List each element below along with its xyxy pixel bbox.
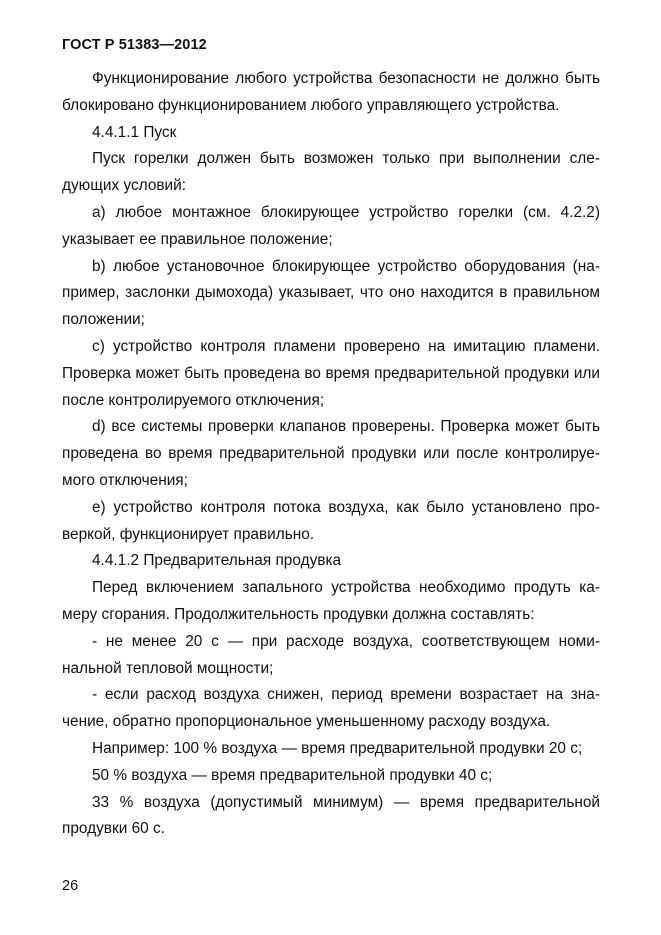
dash-item: - если расход воздуха снижен, период времени возрастает на значение, обратно пропорциональное уменьшенному расходу воздуха.: [62, 686, 600, 731]
list-item-d: d) все системы проверки клапанов проверены. Проверка может быть проведена во время предварительной продувки или после контролируемого отключения;: [62, 418, 600, 489]
list-item-c: с) устройство контроля пламени проверено на имитацию пламени. Проверка может быть проведена во время предварительной продувки или после контролируемого отключения;: [62, 337, 600, 409]
paragraph: Перед включением запального устройства необходимо продуть камеру сгорания. Продолжительность продувки должна составлять:: [62, 579, 600, 623]
example-line: Например: 100 % воздуха — время предварительной продувки 20 с;: [92, 739, 583, 757]
dash-item: - не менее 20 с — при расходе воздуха, соответствующем номинальной тепловой мощности;: [62, 632, 600, 677]
section-heading-prepurge: 4.4.1.2 Предварительная продувка: [92, 552, 342, 570]
example-line: 50 % воздуха — время предварительной продувки 40 с;: [92, 766, 493, 784]
section-heading-start: 4.4.1.1 Пуск: [92, 123, 177, 141]
list-item-e: е) устройство контроля потока воздуха, как было установлено проверкой, функционирует правильно.: [62, 498, 600, 543]
paragraph: Пуск горелки должен быть возможен только при выполнении следующих условий:: [62, 150, 600, 195]
page-number: 26: [62, 878, 79, 894]
list-item-b: b) любое установочное блокирующее устройство оборудования (например, заслонки дымохода) указывает, что оно находится в правильном положении;: [62, 257, 600, 329]
document-header: ГОСТ Р 51383—2012: [62, 37, 207, 53]
paragraph: Функционирование любого устройства безопасности не должно быть блокировано функционированием любого управляющего устройства.: [62, 70, 600, 114]
example-line: 33 % воздуха (допустимый минимум) — время предварительной продувки 60 с.: [62, 793, 600, 838]
document-body: [62, 66, 600, 843]
list-item-a: а) любое монтажное блокирующее устройство горелки (см. 4.2.2) указывает ее правильное положение;: [62, 203, 600, 248]
